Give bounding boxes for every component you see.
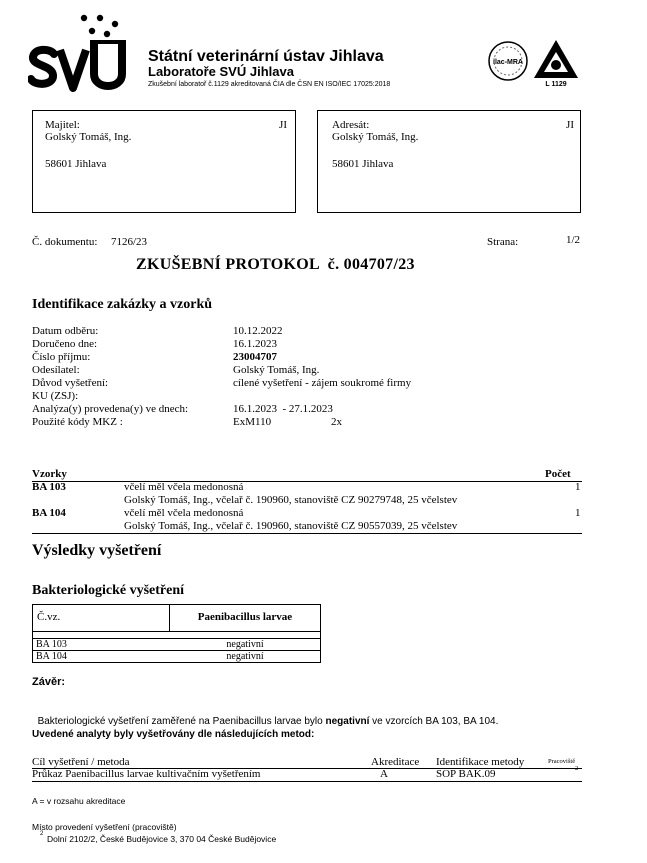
id-label-6: Analýza(y) provedena(y) ve dnech: (32, 403, 189, 415)
id-value-0: 10.12.2022 (233, 325, 283, 337)
id-label-3: Odesílatel: (32, 364, 80, 376)
count-col-header: Počet (545, 468, 571, 480)
recipient-label: Adresát: (332, 119, 370, 131)
id-label-4: Důvod vyšetření: (32, 377, 109, 389)
samples-divider (32, 481, 582, 482)
sample-detail: Golský Tomáš, Ing., včelař č. 190960, stanoviště CZ 90557039, 25 včelstev (124, 520, 458, 532)
recipient-address: 58601 Jihlava (332, 158, 394, 170)
methods-col-goal: Cíl vyšetření / metoda (32, 756, 130, 768)
id-label-0: Datum odběru: (32, 325, 99, 337)
site-address: Dolní 2102/2, České Budějovice 3, 370 04 České Budějovice (47, 834, 277, 844)
result-value: negativní (226, 639, 264, 650)
recipient-name: Golský Tomáš, Ing. (332, 131, 419, 143)
owner-label: Majitel: (45, 119, 80, 131)
id-value-1: 16.1.2023 (233, 338, 277, 350)
id-label-5: KU (ZSJ): (32, 390, 79, 402)
conclusion-text-after: ve vzorcích BA 103, BA 104. (369, 716, 499, 727)
conclusion-text-before: Bakteriologické vyšetření zaměřené na Paenibacillus larvae bylo (37, 716, 326, 727)
results-header-line (33, 631, 320, 632)
method-identification: SOP BAK.09 (436, 768, 496, 780)
recipient-code: JI (566, 119, 574, 131)
id-label-7: Použité kódy MKZ : (32, 416, 123, 428)
id-value-6: 16.1.2023 - 27.1.2023 (233, 403, 333, 415)
page-label: Strana: (487, 236, 519, 248)
document-number-label: Č. dokumentu: (32, 236, 98, 248)
sample-desc: včelí měl včela medonosná (124, 507, 244, 519)
method-goal: Průkaz Paenibacillus larvae kultivačním vyšetřením (32, 768, 261, 780)
cia-number: L 1129 (545, 81, 567, 88)
results-heading: Výsledky vyšetření (32, 542, 162, 559)
method-accreditation: A (380, 768, 388, 780)
id-label-2: Číslo příjmu: (32, 351, 91, 363)
id-value-3: Golský Tomáš, Ing. (233, 364, 320, 376)
methods-heading: Uvedené analyty byly vyšetřovány dle následujících metod: (32, 729, 315, 740)
sample-detail: Golský Tomáš, Ing., včelař č. 190960, stanoviště CZ 90279748, 25 včelstev (124, 494, 458, 506)
id-label-1: Doručeno dne: (32, 338, 98, 350)
id-value-2: 23004707 (233, 351, 277, 363)
samples-bottom-divider (32, 533, 582, 534)
owner-address: 58601 Jihlava (45, 158, 107, 170)
institute-name: Státní veterinární ústav Jihlava (148, 48, 384, 65)
owner-box (32, 110, 296, 213)
sample-id: BA 103 (32, 481, 66, 493)
site-label: Místo provedení vyšetření (pracoviště) (32, 822, 177, 832)
results-table (32, 604, 321, 663)
protocol-title: ZKUŠEBNÍ PROTOKOL č. 004707/23 (136, 256, 415, 273)
owner-name: Golský Tomáš, Ing. (45, 131, 132, 143)
ilac-mra-badge (487, 40, 529, 82)
methods-col-site: Pracoviště (548, 758, 576, 765)
page-number: 1/2 (566, 234, 581, 246)
methods-bottom-line (32, 781, 582, 782)
identification-heading: Identifikace zakázky a vzorků (32, 297, 213, 312)
id-value-7: ExM110 (233, 416, 272, 428)
sample-id: BA 104 (32, 507, 66, 519)
accreditation-legend: A = v rozsahu akreditace (32, 796, 126, 806)
accreditation-note: Zkušební laboratoř č.1129 akreditovaná ČIA dle ČSN EN ISO/IEC 17025:2018 (148, 81, 391, 88)
method-site: 2 (575, 765, 579, 772)
result-value: negativní (226, 651, 264, 662)
samples-col-header: Vzorky (32, 468, 67, 480)
mkz-count: 2x (331, 416, 342, 428)
results-col-sample: Č.vz. (37, 611, 61, 623)
lab-name: Laboratoře SVÚ Jihlava (148, 64, 294, 79)
cia-accreditation-mark (532, 38, 580, 88)
recipient-box (317, 110, 581, 213)
result-sample-id: BA 104 (36, 651, 67, 662)
methods-col-identification: Identifikace metody (436, 756, 525, 768)
ilac-text: ilac-MRA (493, 59, 523, 66)
bacteriology-heading: Bakteriologické vyšetření (32, 583, 185, 598)
svu-logo-graphic (28, 12, 138, 92)
site-superscript: 2 (40, 831, 44, 837)
owner-code: JI (279, 119, 287, 131)
sample-count: 1 (575, 481, 581, 493)
sample-count: 1 (575, 507, 581, 519)
methods-col-accreditation: Akreditace (371, 756, 420, 768)
document-number: 7126/23 (111, 236, 148, 248)
svu-logo (28, 12, 138, 92)
result-sample-id: BA 103 (36, 639, 67, 650)
conclusion-result: negativní (325, 716, 370, 727)
conclusion-heading: Závěr: (32, 676, 66, 688)
id-value-4: cílené vyšetření - zájem soukromé firmy (233, 377, 412, 389)
results-col-paenibacillus: Paenibacillus larvae (197, 611, 293, 623)
conclusion-text (32, 704, 498, 728)
sample-desc: včelí měl včela medonosná (124, 481, 244, 493)
